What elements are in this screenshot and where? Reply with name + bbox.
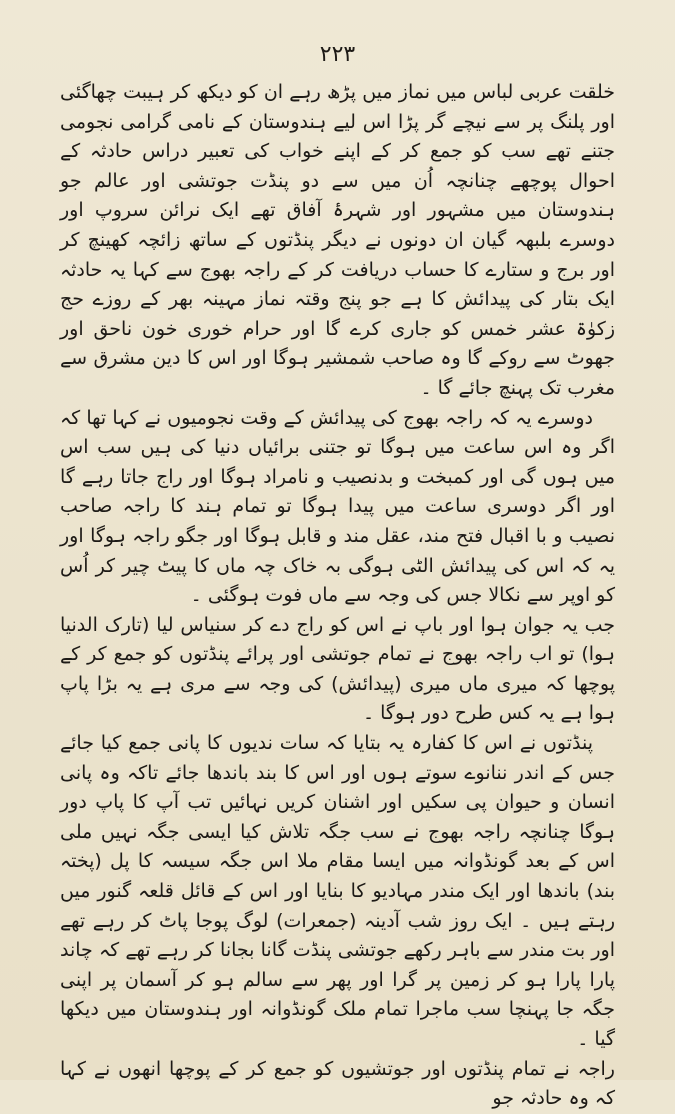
paragraph: راجہ نے تمام پنڈتوں اور جوتشیوں کو جمع کر کے پوچھا انھوں نے کہا کہ وہ حادثہ جو (60, 1057, 615, 1110)
paragraph: خلقت عربی لباس میں نماز میں پڑھ رہے ان کو دیکھ کر ہیبت چھاگئی اور پلنگ پر سے نیچے گر پڑا اس لیے ہندوستان کے نامی گرامی نجومی جتنے تھے سب کو جمع کر کے اپنے خواب کی تعبیر دراس حادثہ کے احوال پوچھے چنانچہ اُن میں سے دو پنڈت جوتشی اور عالم جو ہندوستان میں مشہور اور شہرۂ آفاق تھے ایک نرائن سروپ اور دوسرے بلبھہ گیان ان دونوں نے دیگر پنڈتوں کے ساتھ زائچہ کھینچ کر اور برج و ستارے کا حساب دریافت کر کے راجہ بھوج سے کہا یہ حادثہ ایک بتار کی پیدائش کا ہے جو پنج وقتہ نماز مہینہ بھر کے روزے حج زکوٰۃ عشر خمس کو جاری کرے گا اور حرام خوری خون ناحق اور جھوٹ سے روکے گا وہ صاحب شمشیر ہوگا اور اس کا دین مشرق سے مغرب تک پہنچ جائے گا ۔ (60, 81, 615, 399)
paragraph: پنڈتوں نے اس کا کفارہ یہ بتایا کہ سات ندیوں کا پانی جمع کیا جائے جس کے اندر ننانوے سوتے ہوں اور اس کا بند باندھا جائے تاکہ وہ پانی انسان و حیوان پی سکیں اور اشنان کریں نہائیں تب آپ کا پاپ دور ہوگا چنانچہ راجہ بھوج نے سب جگہ تلاش کیا ایسی جگہ نہیں ملی اس کے بعد گونڈوانہ میں ایسا مقام ملا اس جگہ سیسہ کا پل (پختہ بند) باندھا اور ایک مندر مہادیو کا بنایا اور اس کے قائل قلعہ گنور میں رہتے ہیں ۔ ایک روز شب آدینہ (جمعرات) لوگ پوجا پاٹ کر رہے تھے اور بت مندر سے باہر رکھے جوتشی پنڈت گانا بجانا کر رہے تھے کہ چاند پارا پارا ہو کر زمین پر گرا اور پھر سے سالم ہو کر آسمان پر اپنی جگہ جا پہنچا سب ماجرا تمام ملک گونڈوانہ اور ہندوستان میں دیکھا گیا ۔ (60, 732, 615, 1050)
body-text (60, 78, 615, 1110)
paragraph: دوسرے یہ کہ راجہ بھوج کی پیدائش کے وقت نجومیوں نے کہا تھا کہ اگر وہ اس ساعت میں ہوگا تو جتنی برائیاں دنیا کی ہیں سب اس میں ہوں گی اور کمبخت و بدنصیب و نامراد ہوگا اور راج جاتا رہے گا اور اگر دوسری ساعت میں پیدا ہوگا تو تمام ہند کا راجہ صاحب نصیب و با اقبال فتح مند، عقل مند و قابل ہوگا اور جگو راجہ ہوگا اور یہ کہ اس کی پیدائش الٹی ہوگی بہ خاک چہ ماں کا پیٹ چیر کر اُس کو اوپر سے نکالا جس کی وجہ سے ماں فوت ہوگئی ۔ (60, 406, 615, 607)
paragraph: جب یہ جوان ہوا اور باپ نے اس کو راج دے کر سنیاس لیا (تارک الدنیا ہوا) تو اب راجہ بھوج نے تمام جوتشی اور پرائے پنڈتوں کو جمع کر کے پوچھا کہ میری ماں میری (پیدائش) کی وجہ سے مری ہے یہ بڑا پاپ ہوا ہے یہ کس طرح دور ہوگا ۔ (60, 613, 615, 725)
page-number: ۲۲۳ (319, 42, 356, 67)
